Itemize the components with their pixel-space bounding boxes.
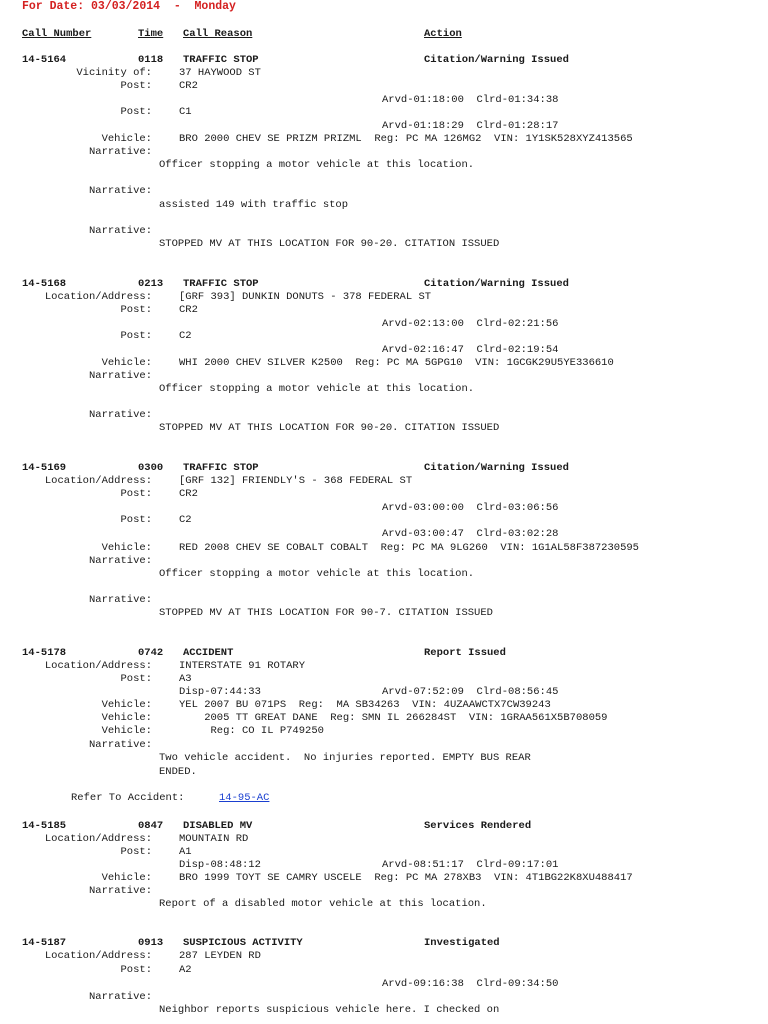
call-time: 0213 <box>138 278 164 290</box>
call-number: 14-5185 <box>22 820 67 832</box>
location-label: Vicinity of: <box>76 67 152 79</box>
post-times: Arvd-09:16:38 Clrd-09:34:50 <box>382 978 559 990</box>
location-label: Location/Address: <box>44 475 152 487</box>
header-call-number: Call Number <box>22 28 92 40</box>
post-label: Post: <box>120 488 152 500</box>
post-value: A2 <box>179 964 192 976</box>
narrative-text: STOPPED MV AT THIS LOCATION FOR 90-7. CITATION ISSUED <box>159 607 493 619</box>
narrative-label: Narrative: <box>88 739 152 751</box>
post-value: C2 <box>179 514 192 526</box>
vehicle-label: Vehicle: <box>101 872 152 884</box>
narrative-text: STOPPED MV AT THIS LOCATION FOR 90-20. CITATION ISSUED <box>159 422 500 434</box>
post-label: Post: <box>120 514 152 526</box>
call-time: 0742 <box>138 647 164 659</box>
narrative-label: Narrative: <box>88 185 152 197</box>
narrative-text: Neighbor reports suspicious vehicle here. I checked on <box>159 1004 500 1016</box>
call-reason: DISABLED MV <box>183 820 253 832</box>
post-value: CR2 <box>179 80 198 92</box>
call-action: Report Issued <box>424 647 506 659</box>
narrative-label: Narrative: <box>88 409 152 421</box>
post-times: Arvd-03:00:47 Clrd-03:02:28 <box>382 528 559 540</box>
call-number: 14-5178 <box>22 647 67 659</box>
post-label: Post: <box>120 330 152 342</box>
call-number: 14-5187 <box>22 937 67 949</box>
vehicle-label: Vehicle: <box>101 712 152 724</box>
post-value: CR2 <box>179 488 198 500</box>
location-value: INTERSTATE 91 ROTARY <box>179 660 306 672</box>
call-reason: SUSPICIOUS ACTIVITY <box>183 937 303 949</box>
post-times: Arvd-02:16:47 Clrd-02:19:54 <box>382 344 559 356</box>
post-value: C2 <box>179 330 192 342</box>
vehicle-label: Vehicle: <box>101 725 152 737</box>
call-time: 0913 <box>138 937 164 949</box>
call-action: Citation/Warning Issued <box>424 462 569 474</box>
post-label: Post: <box>120 673 152 685</box>
vehicle-value: BRO 2000 CHEV SE PRIZM PRIZML Reg: PC MA 126MG2 VIN: 1Y1SK528XYZ413565 <box>179 133 633 145</box>
call-reason: ACCIDENT <box>183 647 234 659</box>
post-value: C1 <box>179 106 192 118</box>
call-time: 0118 <box>138 54 164 66</box>
location-value: [GRF 132] FRIENDLY'S - 368 FEDERAL ST <box>179 475 413 487</box>
location-value: 37 HAYWOOD ST <box>179 67 261 79</box>
post-times: Arvd-08:51:17 Clrd-09:17:01 <box>382 859 559 871</box>
post-times: Arvd-02:13:00 Clrd-02:21:56 <box>382 318 559 330</box>
narrative-label: Narrative: <box>88 146 152 158</box>
call-reason: TRAFFIC STOP <box>183 54 259 66</box>
location-value: [GRF 393] DUNKIN DONUTS - 378 FEDERAL ST <box>179 291 432 303</box>
vehicle-label: Vehicle: <box>101 699 152 711</box>
location-label: Location/Address: <box>44 660 152 672</box>
call-time: 0300 <box>138 462 164 474</box>
post-times: Arvd-01:18:00 Clrd-01:34:38 <box>382 94 559 106</box>
narrative-label: Narrative: <box>88 555 152 567</box>
call-reason: TRAFFIC STOP <box>183 278 259 290</box>
location-label: Location/Address: <box>44 291 152 303</box>
narrative-text: Two vehicle accident. No injuries reported. EMPTY BUS REAR <box>159 752 531 764</box>
vehicle-label: Vehicle: <box>101 133 152 145</box>
location-label: Location/Address: <box>44 833 152 845</box>
post-times: Arvd-01:18:29 Clrd-01:28:17 <box>382 120 559 132</box>
dispatch-time: Disp-08:48:12 <box>179 859 261 871</box>
narrative-text: assisted 149 with traffic stop <box>159 199 349 211</box>
call-time: 0847 <box>138 820 164 832</box>
post-value: A3 <box>179 673 192 685</box>
vehicle-value: YEL 2007 BU 071PS Reg: MA SB34263 VIN: 4UZAAWCTX7CW39243 <box>179 699 551 711</box>
call-number: 14-5168 <box>22 278 67 290</box>
narrative-label: Narrative: <box>88 991 152 1003</box>
location-value: 287 LEYDEN RD <box>179 950 261 962</box>
location-label: Location/Address: <box>44 950 152 962</box>
narrative-text: Officer stopping a motor vehicle at this location. <box>159 383 475 395</box>
post-times: Arvd-03:00:00 Clrd-03:06:56 <box>382 502 559 514</box>
post-times: Arvd-07:52:09 Clrd-08:56:45 <box>382 686 559 698</box>
call-action: Investigated <box>424 937 500 949</box>
vehicle-value: BRO 1999 TOYT SE CAMRY USCELE Reg: PC MA 278XB3 VIN: 4T1BG22K8XU488417 <box>179 872 633 884</box>
post-value: CR2 <box>179 304 198 316</box>
post-label: Post: <box>120 964 152 976</box>
narrative-text: Officer stopping a motor vehicle at this location. <box>159 568 475 580</box>
call-action: Citation/Warning Issued <box>424 278 569 290</box>
narrative-label: Narrative: <box>88 885 152 897</box>
call-number: 14-5164 <box>22 54 67 66</box>
header-call-reason: Call Reason <box>183 28 253 40</box>
vehicle-label: Vehicle: <box>101 542 152 554</box>
call-number: 14-5169 <box>22 462 67 474</box>
vehicle-value: WHI 2000 CHEV SILVER K2500 Reg: PC MA 5GPG10 VIN: 1GCGK29U5YE336610 <box>179 357 614 369</box>
post-label: Post: <box>120 106 152 118</box>
dispatch-time: Disp-07:44:33 <box>179 686 261 698</box>
refer-label: Refer To Accident: <box>71 792 185 804</box>
post-label: Post: <box>120 304 152 316</box>
post-label: Post: <box>120 80 152 92</box>
vehicle-value: 2005 TT GREAT DANE Reg: SMN IL 266284ST VIN: 1GRAA561X5B708059 <box>179 712 608 724</box>
vehicle-value: RED 2008 CHEV SE COBALT COBALT Reg: PC MA 9LG260 VIN: 1G1AL58F387230595 <box>179 542 639 554</box>
narrative-text: Officer stopping a motor vehicle at this location. <box>159 159 475 171</box>
post-label: Post: <box>120 846 152 858</box>
location-value: MOUNTAIN RD <box>179 833 249 845</box>
accident-report-link[interactable]: 14-95-AC <box>219 792 270 804</box>
header-time: Time <box>138 28 164 40</box>
report-date: For Date: 03/03/2014 - Monday <box>22 0 236 13</box>
header-action: Action <box>424 28 462 40</box>
post-value: A1 <box>179 846 192 858</box>
vehicle-value: Reg: CO IL P749250 <box>179 725 324 737</box>
call-reason: TRAFFIC STOP <box>183 462 259 474</box>
call-action: Services Rendered <box>424 820 532 832</box>
narrative-label: Narrative: <box>88 370 152 382</box>
narrative-label: Narrative: <box>88 225 152 237</box>
narrative-text: STOPPED MV AT THIS LOCATION FOR 90-20. CITATION ISSUED <box>159 238 500 250</box>
narrative-label: Narrative: <box>88 594 152 606</box>
vehicle-label: Vehicle: <box>101 357 152 369</box>
narrative-text: Report of a disabled motor vehicle at this location. <box>159 898 487 910</box>
narrative-text: ENDED. <box>159 766 197 778</box>
call-action: Citation/Warning Issued <box>424 54 569 66</box>
